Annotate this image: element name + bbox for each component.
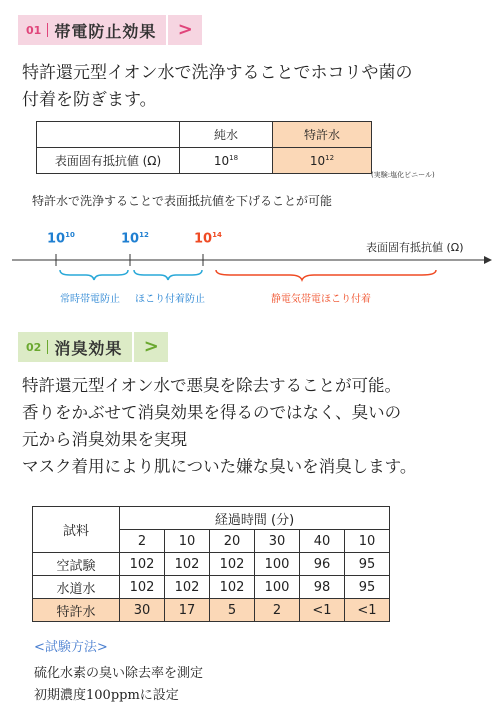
chevron-right-icon: > <box>177 19 193 40</box>
range-brace-dust <box>134 270 202 280</box>
section-number: 01 <box>26 23 42 37</box>
lead-line: 元から消臭効果を実現 <box>22 430 187 449</box>
sample-header: 試料 <box>33 507 120 553</box>
table-header-patent-water: 特許水 <box>273 122 372 148</box>
lead-line: マスク着用により肌についた嫌な臭いを消臭します。 <box>22 457 417 476</box>
section-label <box>18 15 166 45</box>
antistatic-caption: 特許水で洗浄することで表面抵抗値を下げることが可能 <box>32 194 333 208</box>
section-header-deodorizing <box>18 332 168 362</box>
cell-value: 100 <box>255 576 300 599</box>
section-header-antistatic <box>18 15 202 45</box>
time-cell: 2 <box>120 530 165 553</box>
tick-label-10-14: $10^{14}$ <box>194 231 222 247</box>
row-label: 水道水 <box>33 576 120 599</box>
lead-line: 特許還元型イオン水で洗浄することでホコリや菌の <box>22 63 413 83</box>
section2-lead <box>22 372 416 480</box>
pure-water-value: $10^{18}$ <box>180 148 273 174</box>
cell-value: 102 <box>120 553 165 576</box>
table-row <box>33 576 390 599</box>
method-line: 硫化水素の臭い除去率を測定 <box>34 666 204 681</box>
row-label: 特許水 <box>33 599 120 622</box>
experiment-note: (実験:塩化ビニール) <box>371 171 435 179</box>
patent-water-value: $10^{12}$ <box>273 148 372 174</box>
axis-label: 表面固有抵抗値 (Ω) <box>366 241 464 254</box>
range-brace-static <box>216 270 436 280</box>
cell-value: 5 <box>210 599 255 622</box>
time-cell: 10 <box>165 530 210 553</box>
time-cell: 40 <box>300 530 345 553</box>
cell-value: 102 <box>165 553 210 576</box>
cell-value: 95 <box>345 576 390 599</box>
range-label-dust: ほこり付着防止 <box>135 294 205 305</box>
time-cell: 20 <box>210 530 255 553</box>
time-cell: 10 <box>345 530 390 553</box>
resistance-table <box>36 121 372 174</box>
table-row <box>33 553 390 576</box>
table-row-label: 表面固有抵抗値 (Ω) <box>37 148 180 174</box>
chevron-right-icon: > <box>143 336 159 357</box>
method-title: <試験方法> <box>34 640 108 655</box>
cell-value: 2 <box>255 599 300 622</box>
table-header-pure-water: 純水 <box>180 122 273 148</box>
method-line: 初期濃度100ppmに設定 <box>34 688 179 703</box>
axis-arrowhead <box>484 256 492 264</box>
cell-value: 95 <box>345 553 390 576</box>
section-number: 02 <box>26 340 42 354</box>
cell-value: 102 <box>165 576 210 599</box>
tick-label-10-12: $10^{12}$ <box>121 231 149 247</box>
row-label: 空試験 <box>33 553 120 576</box>
range-label-constant: 常時帯電防止 <box>60 294 120 305</box>
section1-lead <box>22 60 413 114</box>
tick-label-10-10: $10^{10}$ <box>47 231 75 247</box>
cell-value: 102 <box>210 576 255 599</box>
expand-arrow-button[interactable] <box>168 15 202 45</box>
divider <box>47 340 48 354</box>
cell-value: <1 <box>345 599 390 622</box>
time-header: 経過時間 (分) <box>120 507 390 530</box>
lead-line: 香りをかぶせて消臭効果を得るのではなく、臭いの <box>22 403 402 422</box>
cell-value: 102 <box>120 576 165 599</box>
table-row-highlight <box>33 599 390 622</box>
section-title: 帯電防止効果 <box>54 21 157 41</box>
divider <box>47 23 48 37</box>
time-cell: 30 <box>255 530 300 553</box>
deodorizing-table <box>32 506 390 622</box>
range-label-static: 静電気帯電ほこり付着 <box>271 294 371 305</box>
cell-value: 96 <box>300 553 345 576</box>
cell-value: <1 <box>300 599 345 622</box>
cell-value: 30 <box>120 599 165 622</box>
section-label <box>18 332 132 362</box>
cell-value: 17 <box>165 599 210 622</box>
section-title: 消臭効果 <box>54 338 123 358</box>
cell-value: 98 <box>300 576 345 599</box>
cell-value: 102 <box>210 553 255 576</box>
cell-value: 100 <box>255 553 300 576</box>
expand-arrow-button[interactable] <box>134 332 168 362</box>
lead-line: 特許還元型イオン水で悪臭を除去することが可能。 <box>22 376 402 395</box>
table-header-empty <box>37 122 180 148</box>
range-brace-constant <box>60 270 128 280</box>
lead-line: 付着を防ぎます。 <box>22 90 157 110</box>
